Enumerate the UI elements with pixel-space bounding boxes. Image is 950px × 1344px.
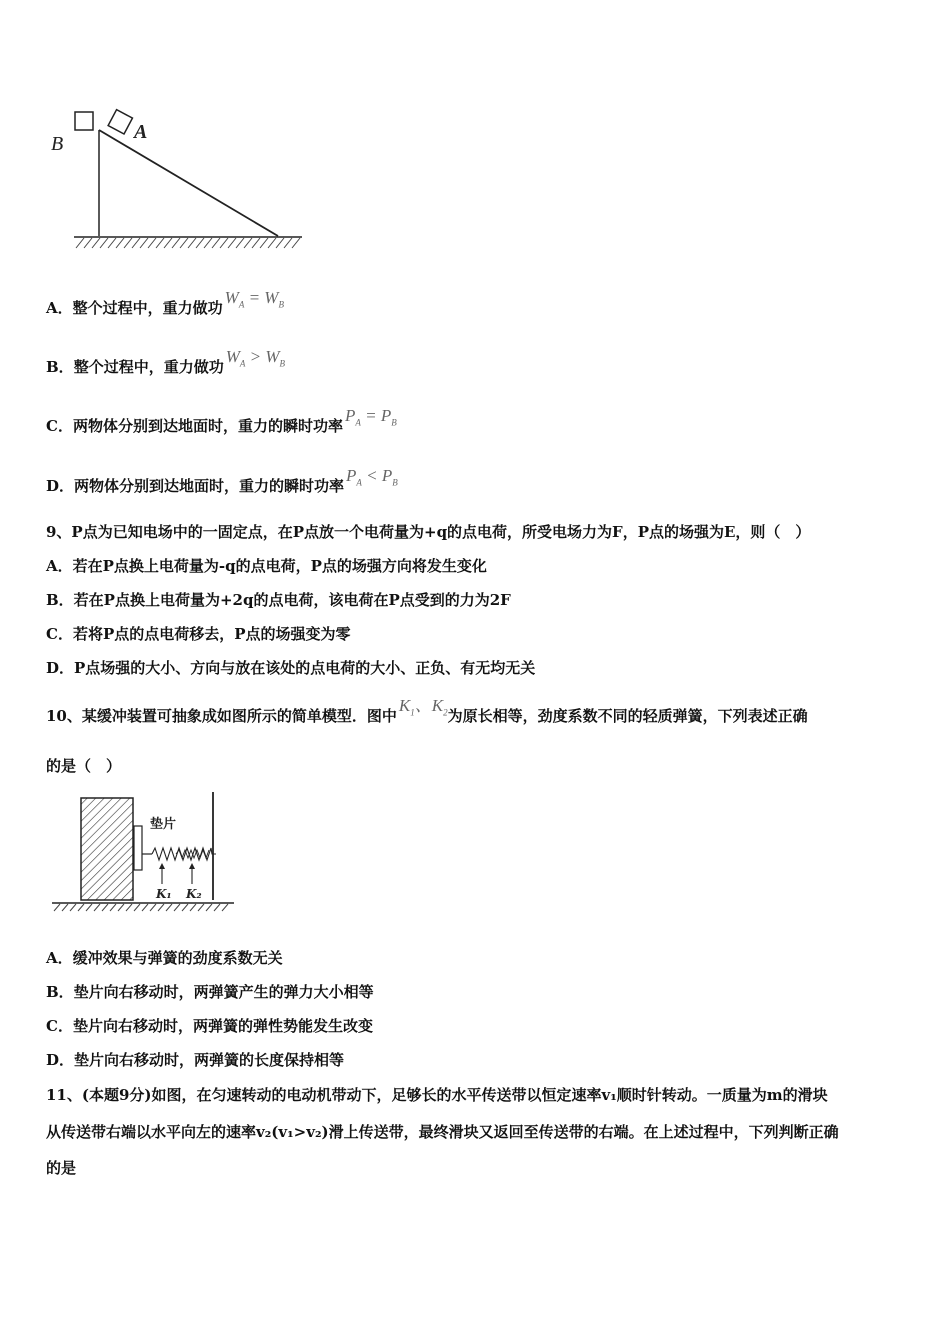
k1-label: K₁ <box>156 887 172 901</box>
q9-option-d: D．P点场强的大小、方向与放在该处的点电荷的大小、正负、有无均无关 <box>46 659 536 677</box>
q8-option-b: B．整个过程中，重力做功$W_A > W_B$ <box>46 347 286 376</box>
q9-option-b: B．若在P点换上电荷量为+2q的点电荷，该电荷在P点受到的力为2F <box>46 591 511 609</box>
incline-line <box>99 130 278 236</box>
label-a: A <box>134 121 148 143</box>
q8-option-d: D．两物体分别到达地面时，重力的瞬时功率$P_A < P_B$ <box>46 466 398 495</box>
block-b <box>75 112 93 130</box>
q10-stem-line2: 的是（ ） <box>46 757 122 775</box>
q11-line2: 从传送带右端以水平向左的速率v₂(v₁>v₂)滑上传送带，最终滑块又返回至传送带的右端。在上述过程中，下列判断正确 <box>46 1123 839 1141</box>
math-pa-lt-pb: $P_A < P_B$ <box>346 466 398 488</box>
block-a <box>108 110 132 134</box>
math-wa-gt-wb: $W_A > W_B$ <box>225 347 286 369</box>
q10-option-b: B．垫片向右移动时，两弹簧产生的弹力大小相等 <box>46 983 374 1001</box>
buffer-block <box>81 798 133 900</box>
q9-stem: 9、P点为已知电场中的一固定点，在P点放一个电荷量为+q的点电荷，所受电场力为F，P点的场强为E，则（ ） <box>46 523 811 541</box>
ground-hatch <box>76 238 300 248</box>
buffer-figure <box>48 786 238 916</box>
math-pa-eq-pb: $P_A = P_B$ <box>344 406 397 428</box>
pad <box>134 826 142 870</box>
q11-line1: 11、(本题9分)如图，在匀速转动的电动机带动下，足够长的水平传送带以恒定速率v₁顺时针转动。一质量为m的滑块 <box>46 1086 828 1104</box>
q11-line3: 的是 <box>46 1159 77 1177</box>
floor-hatch <box>54 904 228 911</box>
q10-option-a: A．缓冲效果与弹簧的劲度系数无关 <box>46 949 283 967</box>
label-b: B <box>51 133 64 155</box>
math-wa-eq-wb: $W_A = W_B$ <box>224 288 284 310</box>
q8-option-a: A．整个过程中，重力做功$W_A = W_B$ <box>46 288 284 317</box>
q10-option-c: C．垫片向右移动时，两弹簧的弹性势能发生改变 <box>46 1017 373 1035</box>
incline-figure <box>48 108 308 258</box>
pad-label: 垫片 <box>150 817 177 832</box>
q9-option-c: C．若将P点的点电荷移去，P点的场强变为零 <box>46 625 351 643</box>
math-k1-k2: $K_1$、$K_2$ <box>398 696 448 718</box>
q10-option-d: D．垫片向右移动时，两弹簧的长度保持相等 <box>46 1051 345 1069</box>
k2-label: K₂ <box>186 887 202 901</box>
q9-option-a: A．若在P点换上电荷量为-q的点电荷，P点的场强方向将发生变化 <box>46 557 487 575</box>
q10-stem-line1: 10、某缓冲装置可抽象成如图所示的简单模型．图中$K_1$、$K_2$为原长相等，劲度系数不同的轻质弹簧，下列表述正确 <box>46 696 808 725</box>
q8-option-c: C．两物体分别到达地面时，重力的瞬时功率$P_A = P_B$ <box>46 406 397 435</box>
